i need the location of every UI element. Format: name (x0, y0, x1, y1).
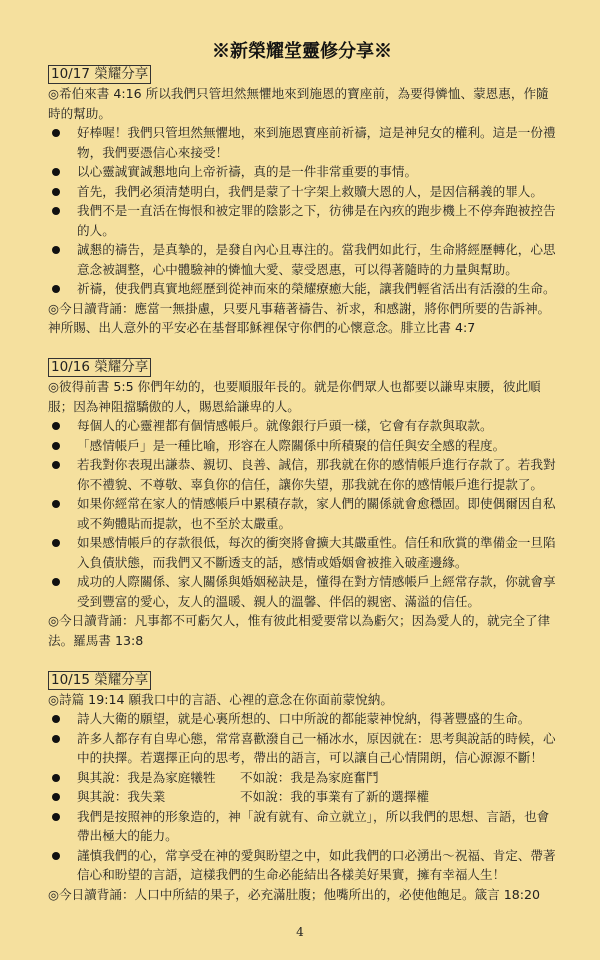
bullet-icon (52, 422, 60, 430)
list-item-text: 許多人都存有自卑心態，常常喜歡潑自己一桶冰水，原因就在：思考與說話的時候，心中的抉擇。若選擇正向的思考，帶出的語言，可以讓自己心情開朗，信心源源不斷！ (77, 730, 556, 765)
list-item-text: 誠懇的禱告，是真摯的，是發自內心且專注的。當我們如此行，生命將經歷轉化，心思意念被調整，心中體驗神的憐恤大愛、蒙受恩惠，可以得著隨時的力量與幫助。 (77, 242, 556, 277)
list-item (48, 279, 556, 299)
list-item-text: 成功的人際關係、家人關係與婚姻秘訣是，懂得在對方情感帳戶上經常存款，你就會享受到豐富的愛心，友人的溫暖、親人的溫馨、伴侶的親密、滿溢的信任。 (77, 574, 556, 609)
spacer (48, 650, 556, 670)
compare-left: 與其說：我失業 (77, 789, 166, 804)
list-item-text: 詩人大衛的願望，就是心裏所想的、口中所說的都能蒙神悅納，得著豐盛的生命。 (77, 711, 531, 726)
list-item-text: 如果你經常在家人的情感帳戶中累積存款，家人們的關係就會愈穩固。即使偶爾因自私或不夠體貼而提款，也不至於太嚴重。 (77, 496, 556, 531)
bullet-icon (52, 852, 60, 860)
compare-right: 不如說：我的事業有了新的選擇權 (240, 789, 429, 804)
list-item (48, 572, 556, 611)
compare-item (48, 768, 556, 788)
list-item (48, 846, 556, 885)
list-item (48, 729, 556, 768)
list-item-text: 好棒喔！我們只管坦然無懼地，來到施恩寶座前祈禱，這是神兒女的權利。這是一份禮物，我們要憑信心來接受！ (77, 125, 556, 160)
list-item-text: 如果感情帳戶的存款很低，每次的衝突將會擴大其嚴重性。信任和欣賞的準備金一旦陷入負債狀態，而我們又不斷透支的話，感情或婚姻會被推入破產邊緣。 (77, 535, 556, 570)
compare-left: 與其說：我是為家庭犧牲 (77, 769, 216, 785)
bullet-icon (52, 793, 60, 801)
memory-verse: ◎今日讀背誦：人口中所結的果子，必充滿肚腹；他嘴所出的，必使他飽足。箴言 18:20 (48, 886, 541, 902)
compare-right: 不如說：我是為家庭奮鬥 (240, 769, 379, 785)
bullet-icon (52, 578, 60, 586)
bullet-icon (52, 129, 60, 137)
page-number: 4 (296, 925, 304, 939)
bullet-icon (52, 461, 60, 469)
list-item (48, 162, 556, 182)
list-item (48, 709, 556, 729)
section-header: 10/16 榮耀分享 (48, 358, 151, 377)
section-10-16 (48, 357, 556, 650)
list-item (48, 182, 556, 202)
list-item (48, 807, 556, 846)
page-title: ※新榮耀堂靈修分享※ (212, 41, 392, 62)
compare-item (48, 787, 556, 807)
list-item (48, 240, 556, 279)
bullet-icon (52, 539, 60, 547)
bullet-icon (52, 774, 60, 782)
list-item (48, 201, 556, 240)
bullet-list (48, 709, 556, 885)
bullet-icon (52, 246, 60, 254)
bullet-icon (52, 813, 60, 821)
list-item-text: 「感情帳戶」是一種比喻，形容在人際關係中所積聚的信任與安全感的程度。 (77, 437, 506, 453)
memory-verse: ◎今日讀背誦：凡事都不可虧欠人，惟有彼此相愛要常以為虧欠；因為愛人的，就完全了律法。羅馬書 13:8 (48, 613, 551, 648)
bullet-icon (52, 735, 60, 743)
bullet-icon (52, 500, 60, 508)
list-item-text: 每個人的心靈裡都有個情感帳戶。就像銀行戶頭一樣，它會有存款與取款。 (77, 418, 493, 433)
bullet-icon (52, 442, 60, 450)
section-header: 10/17 榮耀分享 (48, 65, 151, 84)
list-item-text: 我們是按照神的形象造的，神「說有就有、命立就立」，所以我們的思想、言語，也會帶出極大的能力。 (77, 808, 550, 843)
bullet-icon (52, 188, 60, 196)
verse: ◎希伯來書 4:16 所以我們只管坦然無懼地來到施恩的寶座前，為要得憐恤、蒙恩惠，作隨時的幫助。 (48, 86, 549, 121)
list-item (48, 123, 556, 162)
bullet-icon (52, 207, 60, 215)
bullet-icon (52, 285, 60, 293)
document-page (48, 0, 556, 904)
section-header: 10/15 榮耀分享 (48, 671, 151, 690)
verse: ◎詩篇 19:14 願我口中的言語、心裡的意念在你面前蒙悅納。 (48, 691, 393, 707)
list-item (48, 436, 556, 456)
list-item-text: 我們不是一直活在悔恨和被定罪的陰影之下，彷彿是在內疚的跑步機上不停奔跑被控告的人。 (77, 203, 556, 238)
bullet-icon (52, 715, 60, 723)
list-item-text: 謹慎我們的心，常享受在神的愛與盼望之中，如此我們的口必湧出～祝福、肯定、帶著信心和盼望的言語，這樣我們的生命必能結出各樣美好果實，擁有幸福人生！ (77, 847, 556, 882)
bullet-list (48, 123, 556, 299)
spacer (48, 338, 556, 358)
bullet-list (48, 416, 556, 611)
memory-verse: ◎今日讀背誦：應當一無掛慮，只要凡事藉著禱告、祈求，和感謝，將你們所要的告訴神。神所賜、出人意外的平安必在基督耶穌裡保守你們的心懷意念。腓立比書 4:7 (48, 300, 551, 335)
verse: ◎彼得前書 5:5 你們年幼的，也要順服年長的。就是你們眾人也都要以謙卑束腰，彼此順服；因為神阻擋驕傲的人，賜恩給謙卑的人。 (48, 379, 541, 414)
bullet-icon (52, 168, 60, 176)
list-item (48, 416, 556, 436)
list-item-text: 祈禱，使我們真實地經歷到從神而來的榮耀療癒大能，讓我們輕省活出有活潑的生命。 (77, 281, 556, 296)
list-item (48, 455, 556, 494)
section-10-15 (48, 670, 556, 905)
list-item-text: 若我對你表現出謙恭、親切、良善、誠信，那我就在你的感情帳戶進行存款了。若我對你不禮貌、不尊敬、辜負你的信任，讓你失望，那我就在你的感情帳戶進行提款了。 (77, 457, 556, 492)
list-item (48, 494, 556, 533)
list-item (48, 533, 556, 572)
section-10-17 (48, 64, 556, 338)
list-item-text: 首先，我們必須清楚明白，我們是蒙了十字架上救贖大恩的人，是因信稱義的罪人。 (77, 183, 543, 199)
list-item-text: 以心靈誠實誠懇地向上帝祈禱，真的是一件非常重要的事情。 (77, 164, 418, 179)
